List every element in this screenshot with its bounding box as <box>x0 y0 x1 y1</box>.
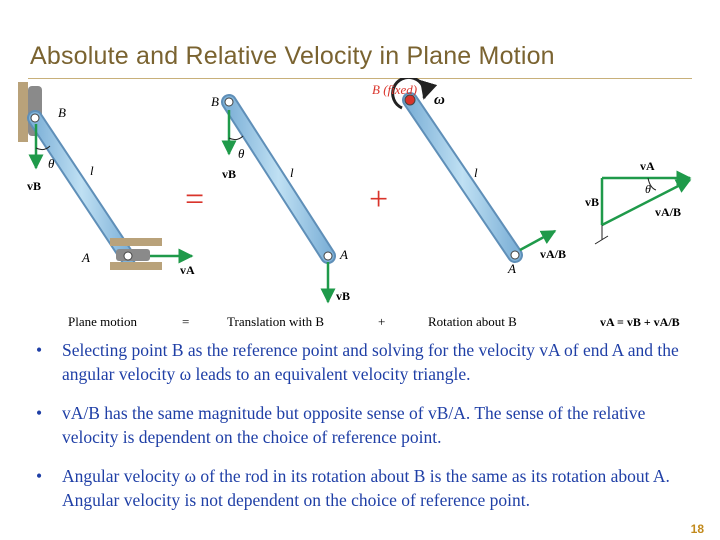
caption-plus: + <box>378 314 386 329</box>
bullet-text-3: Angular velocity ω of the rod in its rotation about B is the same as its rotation about A. Angular velocity is not dependent on the choice of reference point. <box>62 466 670 510</box>
label-omega: ω <box>434 92 445 108</box>
label-vA-1: vA <box>180 263 195 277</box>
label-theta-tri: θ <box>645 182 651 196</box>
label-B-2: B <box>211 94 219 109</box>
label-l-3: l <box>474 165 478 180</box>
label-vA-tri: vA <box>640 159 655 173</box>
bullet-list <box>36 338 706 527</box>
label-l-1: l <box>90 163 94 178</box>
rotation-panel <box>372 78 566 276</box>
caption-translation: Translation with B <box>227 314 325 329</box>
label-vB-3: vB <box>336 289 351 303</box>
label-vAB-1: vA/B <box>540 247 567 261</box>
slide-title: Absolute and Relative Velocity in Plane Motion <box>30 42 555 70</box>
label-vAB-tri: vA/B <box>655 205 682 219</box>
label-A-3: A <box>508 261 516 276</box>
label-vB-1: vB <box>27 179 42 193</box>
velocity-triangle <box>585 159 690 244</box>
label-theta-1: θ <box>48 156 55 171</box>
label-B-1: B <box>58 105 66 120</box>
floor-guide-bottom <box>110 262 162 270</box>
caption-equation: vA = vB + vA/B <box>600 315 680 329</box>
equals-sign: = <box>185 181 205 218</box>
bullet-text-1: Selecting point B as the reference point and solving for the velocity vA of end A and the angular velocity ω leads to an equivalent velocity triangle. <box>62 340 679 384</box>
floor-guide-top <box>110 238 162 246</box>
label-B-fixed: B (fixed) <box>372 82 418 97</box>
label-l-2: l <box>290 165 294 180</box>
plus-sign: + <box>369 181 389 218</box>
caption-equals: = <box>182 314 190 329</box>
page-number: 18 <box>690 522 704 536</box>
caption-rotation: Rotation about B <box>428 314 517 329</box>
plane-motion-panel <box>18 82 195 277</box>
lower-slider-block <box>116 249 150 261</box>
bullet-text-2: vA/B has the same magnitude but opposite sense of vB/A. The sense of the relative velocity is dependent on the choice of reference point. <box>62 403 646 447</box>
label-A-2: A <box>340 247 348 262</box>
label-theta-2: θ <box>238 146 245 161</box>
label-A-1: A <box>82 250 90 265</box>
label-vB-tri: vB <box>585 195 600 209</box>
caption-plane-motion: Plane motion <box>68 314 137 329</box>
bullet-item: • vA/B has the same magnitude but opposite sense of vB/A. The sense of the relative velocity is dependent on the choice of reference point. <box>36 403 646 447</box>
bullet-item: • Selecting point B as the reference point and solving for the velocity vA of end A and the angular velocity ω leads to an equivalent velocity triangle. <box>36 340 679 384</box>
bullet-item: • Angular velocity ω of the rod in its rotation about B is the same as its rotation about A. Angular velocity is not dependent on the choice of reference point. <box>36 466 670 510</box>
label-vB-2: vB <box>222 167 237 181</box>
wall-support <box>18 82 28 142</box>
translation-panel <box>211 94 350 303</box>
velocity-figure <box>0 78 720 338</box>
